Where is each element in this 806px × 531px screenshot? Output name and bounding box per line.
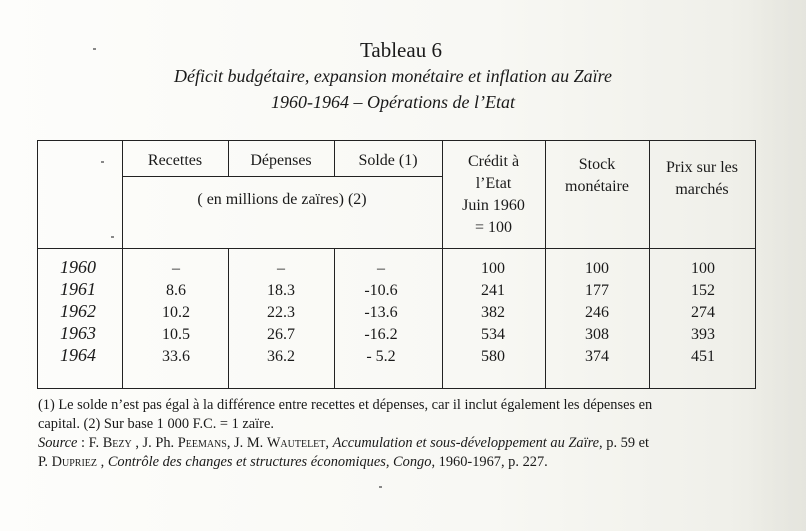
- footnote-line2: capital. (2) Sur base 1 000 F.C. = 1 zaïre.: [38, 416, 274, 432]
- cell-stock: 177: [585, 282, 609, 299]
- cell-prix: 152: [691, 282, 715, 299]
- header-prix-l2: marchés: [675, 181, 729, 198]
- header-credit: [442, 151, 545, 239]
- header-bottom-rule: [38, 248, 755, 249]
- author-peemans: Peemans: [177, 435, 227, 451]
- header-credit-l4: = 100: [474, 219, 513, 236]
- cell-depenses: –: [277, 260, 285, 277]
- cell-stock: 308: [585, 326, 609, 343]
- data-table: [37, 140, 756, 389]
- cell-prix: 274: [691, 304, 715, 321]
- cell-prix: 100: [691, 260, 715, 277]
- ink-speck: [111, 236, 114, 238]
- cell-stock: 100: [585, 260, 609, 277]
- source-text: ,: [325, 435, 333, 451]
- ink-speck: [93, 48, 96, 50]
- header-recettes: Recettes: [147, 152, 203, 169]
- footnote-line1: (1) Le solde n’est pas égal à la différence entre recettes et dépenses, car il inclut également les dépenses en: [38, 397, 653, 413]
- cell-prix: 393: [691, 326, 715, 343]
- row-year: 1964: [60, 345, 96, 365]
- source-line2: [38, 453, 548, 472]
- cell-recettes: 8.6: [166, 282, 186, 299]
- cell-recettes: –: [172, 260, 180, 277]
- table-title: Tableau 6: [360, 38, 442, 62]
- header-credit-l3: Juin 1960: [462, 197, 525, 214]
- cell-depenses: 36.2: [267, 348, 295, 365]
- source-text: , J. M.: [226, 435, 267, 451]
- row-year: 1962: [60, 301, 96, 321]
- cell-credit: 382: [481, 304, 505, 321]
- header-prix-l1: Prix sur les: [666, 159, 738, 176]
- cell-stock: 246: [585, 304, 609, 321]
- source-text: : F.: [77, 435, 103, 451]
- col-divider: [334, 249, 335, 388]
- header-rule: [122, 176, 442, 177]
- cell-recettes: 10.5: [162, 326, 190, 343]
- source-text: P.: [38, 454, 52, 470]
- cell-solde: -16.2: [364, 326, 398, 343]
- cell-depenses: 26.7: [267, 326, 295, 343]
- table-subtitle-line1: Déficit budgétaire, expansion monétaire et inflation au Zaïre: [174, 66, 612, 86]
- row-year: 1963: [60, 323, 96, 343]
- cell-stock: 374: [585, 348, 609, 365]
- header-prix: [649, 157, 755, 201]
- header-stock: [545, 154, 649, 198]
- cell-credit: 580: [481, 348, 505, 365]
- header-stock-l1: Stock: [578, 156, 616, 173]
- col-divider: [122, 141, 123, 388]
- header-credit-l1: Crédit à: [467, 153, 520, 170]
- author-wautelet: Wautelet: [266, 435, 326, 451]
- cell-credit: 100: [481, 260, 505, 277]
- col-divider: [228, 249, 229, 388]
- cell-solde: - 5.2: [366, 348, 396, 365]
- cell-solde: -13.6: [364, 304, 398, 321]
- table-subtitle-line2: 1960-1964 – Opérations de l’Etat: [271, 92, 515, 112]
- book-title-2: Contrôle des changes et structures économiques, Congo: [107, 454, 432, 470]
- header-credit-l2: l’Etat: [475, 175, 512, 192]
- author-dupriez: Dupriez: [51, 454, 98, 470]
- cell-recettes: 33.6: [162, 348, 190, 365]
- header-solde: Solde (1): [358, 152, 418, 169]
- row-year: 1960: [60, 257, 96, 277]
- cell-depenses: 22.3: [267, 304, 295, 321]
- source-text: , J. Ph.: [131, 435, 178, 451]
- cell-prix: 451: [691, 348, 715, 365]
- row-year: 1961: [60, 279, 96, 299]
- source-text: , p. 59 et: [599, 435, 650, 451]
- ink-speck: [379, 486, 382, 488]
- ink-speck: [101, 161, 104, 163]
- book-title-1: Accumulation et sous-développement au Zaïre: [332, 435, 600, 451]
- header-stock-l2: monétaire: [565, 178, 629, 195]
- cell-solde: -10.6: [364, 282, 398, 299]
- cell-solde: –: [377, 260, 385, 277]
- source-text: , 1960-1967, p. 227.: [431, 454, 548, 470]
- author-bezy: Bezy: [102, 435, 132, 451]
- source-text: ,: [97, 454, 108, 470]
- cell-recettes: 10.2: [162, 304, 190, 321]
- header-units: ( en millions de zaïres) (2): [197, 191, 367, 208]
- header-depenses: Dépenses: [250, 152, 312, 169]
- source-label: Source: [38, 435, 78, 451]
- source-line1: [38, 434, 649, 453]
- cell-credit: 241: [481, 282, 505, 299]
- cell-credit: 534: [481, 326, 505, 343]
- cell-depenses: 18.3: [267, 282, 295, 299]
